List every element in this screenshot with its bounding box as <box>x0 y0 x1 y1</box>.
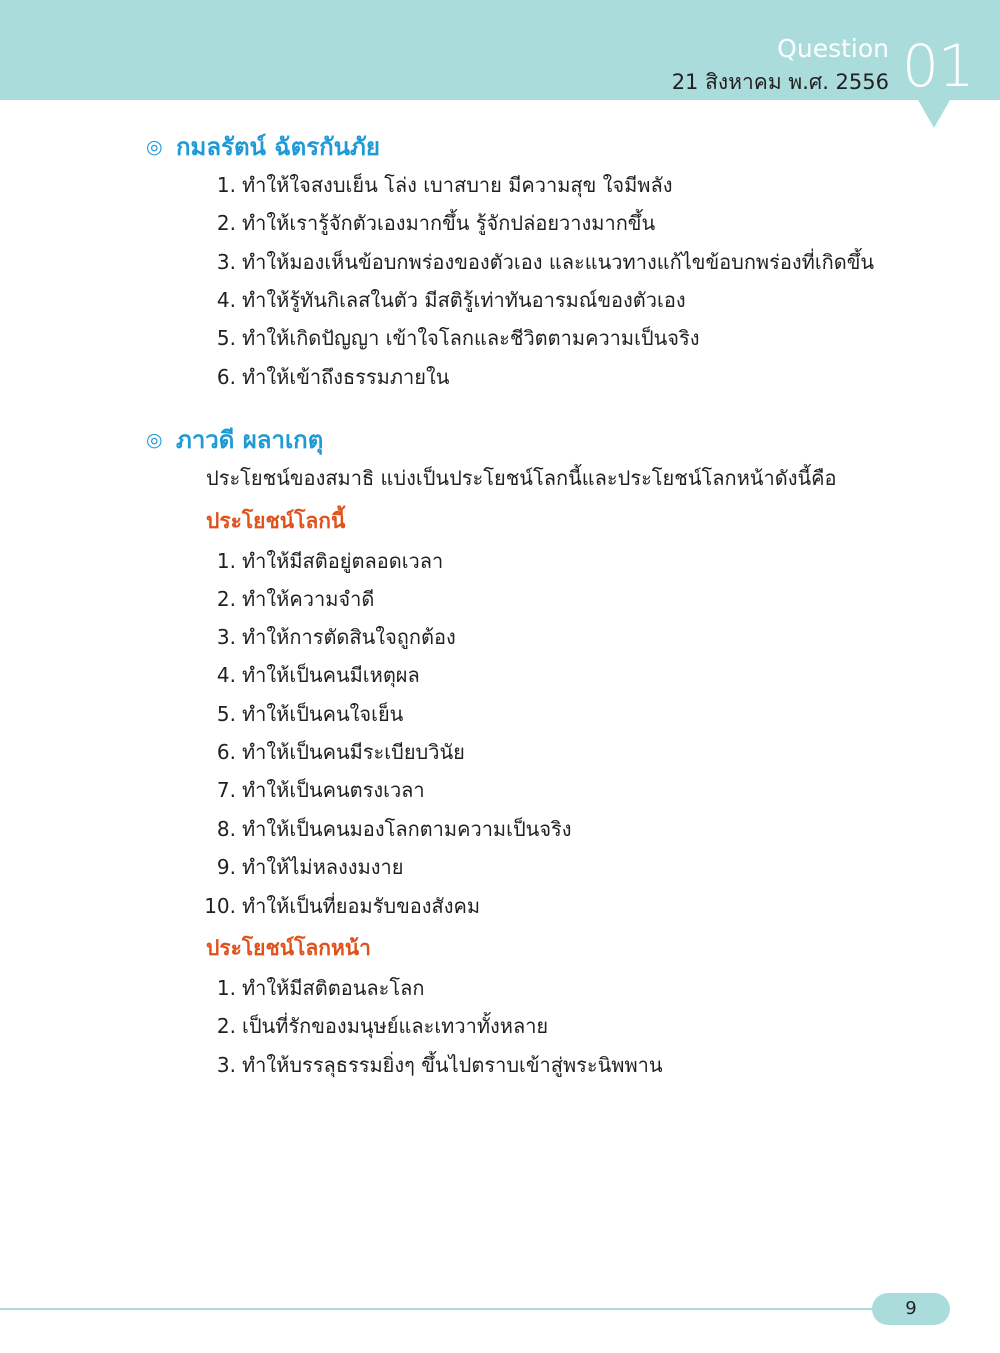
list-item-text: ทำให้เป็นคนมองโลกตามความเป็นจริง <box>242 817 572 841</box>
subsection-next-world-title: ประโยชน์โลกหน้า <box>206 936 371 960</box>
list-item-text: เป็นที่รักของมนุษย์และเทวาทั้งหลาย <box>242 1014 549 1038</box>
list-item-number: 1. <box>216 976 236 1000</box>
list-item-text: ทำให้มีสติตอนละโลก <box>242 976 425 1000</box>
list-item-number: 2. <box>216 587 236 611</box>
section-2-intro: ประโยชน์ของสมาธิ แบ่งเป็นประโยชน์โลกนี้และประโยชน์โลกหน้าดังนี้คือ <box>206 466 837 490</box>
question-label: Question <box>777 34 889 63</box>
list-item-number: 1. <box>216 173 236 197</box>
list-item-number: 9. <box>216 855 236 879</box>
list-item-number: 3. <box>216 250 236 274</box>
list-item-text: ทำให้เป็นคนมีระเบียบวินัย <box>242 740 465 764</box>
list-item-number: 2. <box>216 211 236 235</box>
list-item-text: ทำให้รู้ทันกิเลสในตัว มีสติรู้เท่าทันอารมณ์ของตัวเอง <box>242 288 686 312</box>
section-2-bullet-icon: ◎ <box>146 429 163 451</box>
list-item-number: 6. <box>216 365 236 389</box>
list-item-number: 8. <box>216 817 236 841</box>
list-item-number: 4. <box>216 288 236 312</box>
list-item-text: ทำให้เป็นคนตรงเวลา <box>242 778 425 802</box>
list-item-text: ทำให้เกิดปัญญา เข้าใจโลกและชีวิตตามความเป็นจริง <box>242 326 700 350</box>
subsection-this-world-title: ประโยชน์โลกนี้ <box>206 509 346 533</box>
list-item-number: 5. <box>216 326 236 350</box>
list-item-text: ทำให้การตัดสินใจถูกต้อง <box>242 625 456 649</box>
section-1-title <box>146 131 380 163</box>
list-item-number: 2. <box>216 1014 236 1038</box>
list-item-number: 3. <box>216 625 236 649</box>
list-item-text: ทำให้ความจำดี <box>242 587 375 611</box>
section-1-title-text: กมลรัตน์ ฉัตรกันภัย <box>176 133 380 161</box>
list-item-number: 5. <box>216 702 236 726</box>
list-item-text: ทำให้เรารู้จักตัวเองมากขึ้น รู้จักปล่อยวางมากขึ้น <box>242 211 656 235</box>
list-item-number: 4. <box>216 663 236 687</box>
list-item-text: ทำให้เป็นคนมีเหตุผล <box>242 663 420 687</box>
list-item-text: ทำให้ใจสงบเย็น โล่ง เบาสบาย มีความสุข ใจมีพลัง <box>242 173 673 197</box>
section-2-title <box>146 424 323 456</box>
list-item-number: 3. <box>216 1053 236 1077</box>
list-item-text: ทำให้มองเห็นข้อบกพร่องของตัวเอง และแนวทางแก้ไขข้อบกพร่องที่เกิดขึ้น <box>242 250 875 274</box>
footer-rule <box>0 1308 880 1310</box>
list-item-number: 10. <box>204 894 236 918</box>
header-tail-decoration <box>918 100 950 128</box>
section-2-title-text: ภาวดี ผลาเกตุ <box>176 426 324 454</box>
question-date: 21 สิงหาคม พ.ศ. 2556 <box>671 70 889 94</box>
section-1-bullet-icon: ◎ <box>146 136 163 158</box>
list-item-text: ทำให้มีสติอยู่ตลอดเวลา <box>242 549 444 573</box>
list-item-text: ทำให้ไม่หลงงมงาย <box>242 855 404 879</box>
list-item-number: 1. <box>216 549 236 573</box>
list-item-number: 7. <box>216 778 236 802</box>
list-item-text: ทำให้เป็นคนใจเย็น <box>242 702 404 726</box>
question-number: 01 <box>902 32 974 100</box>
list-item-number: 6. <box>216 740 236 764</box>
list-item-text: ทำให้บรรลุธรรมยิ่งๆ ขึ้นไปตราบเข้าสู่พระนิพพาน <box>242 1053 663 1077</box>
page-number: 9 <box>872 1293 950 1325</box>
list-item-text: ทำให้เป็นที่ยอมรับของสังคม <box>242 894 481 918</box>
list-item-text: ทำให้เข้าถึงธรรมภายใน <box>242 365 450 389</box>
